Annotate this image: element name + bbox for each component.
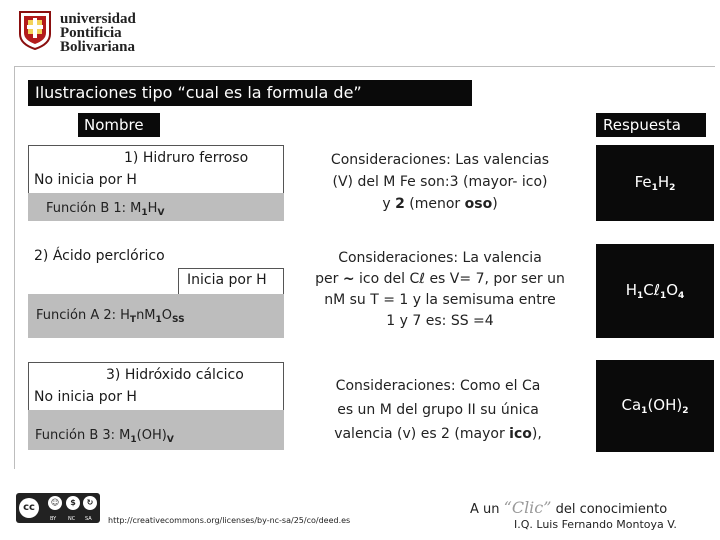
university-shield-logo — [18, 10, 52, 50]
row2-function: Función A 2: $H_TnM_1O_{SS}$ — [36, 308, 185, 325]
license-url[interactable]: http://creativecommons.org/licenses/by-nc-sa/25/co/deed.es — [108, 516, 351, 525]
row1-rule: No inicia por H — [34, 172, 137, 188]
row2-answer: $H_1C\ell_1O_4$ — [596, 244, 714, 338]
row2-considerations: Consideraciones: La valencia per ~ ico del Cℓ es V= 7, por ser un nM su T = 1 y la semisuma entre 1 y 7 es: SS =4 — [315, 250, 565, 329]
slide-title: Ilustraciones tipo “cual es la formula de” — [28, 80, 472, 106]
row1-considerations: Consideraciones: Las valencias (V) del M Fe son:3 (mayor- ico) y 2 (menor oso) — [330, 152, 550, 212]
row1-name: 1) Hidruro ferroso — [124, 150, 249, 166]
row3-function: Función B 3: $M_1(OH)_V$ — [35, 428, 174, 445]
row3-rule: No inicia por H — [34, 389, 137, 405]
university-line-1: universidad — [60, 11, 136, 27]
university-line-3: Bolivariana — [60, 39, 136, 55]
row3-name: 3) Hidróxido cálcico — [106, 367, 244, 383]
nombre-header: Nombre — [78, 113, 160, 137]
row2-name: 2) Ácido perclórico — [34, 248, 165, 264]
cc-label-nc: NC — [68, 516, 76, 522]
row1-answer: $Fe_1H_2$ — [596, 145, 714, 221]
row3-function-box — [28, 410, 284, 450]
creative-commons-badge[interactable] — [16, 493, 100, 523]
university-line-2: Pontificia — [60, 25, 122, 41]
cc-label-by: BY — [50, 516, 57, 522]
respuesta-header: Respuesta — [596, 113, 706, 137]
university-name — [60, 12, 136, 54]
row1-name-box — [28, 145, 284, 193]
row2-rule: Inicia por H — [178, 268, 284, 294]
sa-icon: ↻ — [83, 496, 97, 510]
row1-function-box — [28, 193, 284, 221]
tagline: A un “Clic” del conocimiento — [470, 498, 668, 517]
row3-answer: $Ca_1(OH)_2$ — [596, 360, 714, 452]
cc-label-sa: SA — [85, 516, 92, 522]
row1-function: Función B 1: $M_1H_V$ — [46, 201, 165, 218]
nc-icon: $ — [66, 496, 80, 510]
row3-name-box — [28, 362, 284, 410]
row3-considerations: Consideraciones: Como el Ca es un M del grupo II su única valencia (v) es 2 (mayor ico), — [334, 378, 542, 442]
by-icon: ☺ — [48, 496, 62, 510]
row2-function-box — [28, 294, 284, 338]
cc-icon: cc — [19, 498, 39, 518]
author: I.Q. Luis Fernando Montoya V. — [514, 518, 677, 531]
